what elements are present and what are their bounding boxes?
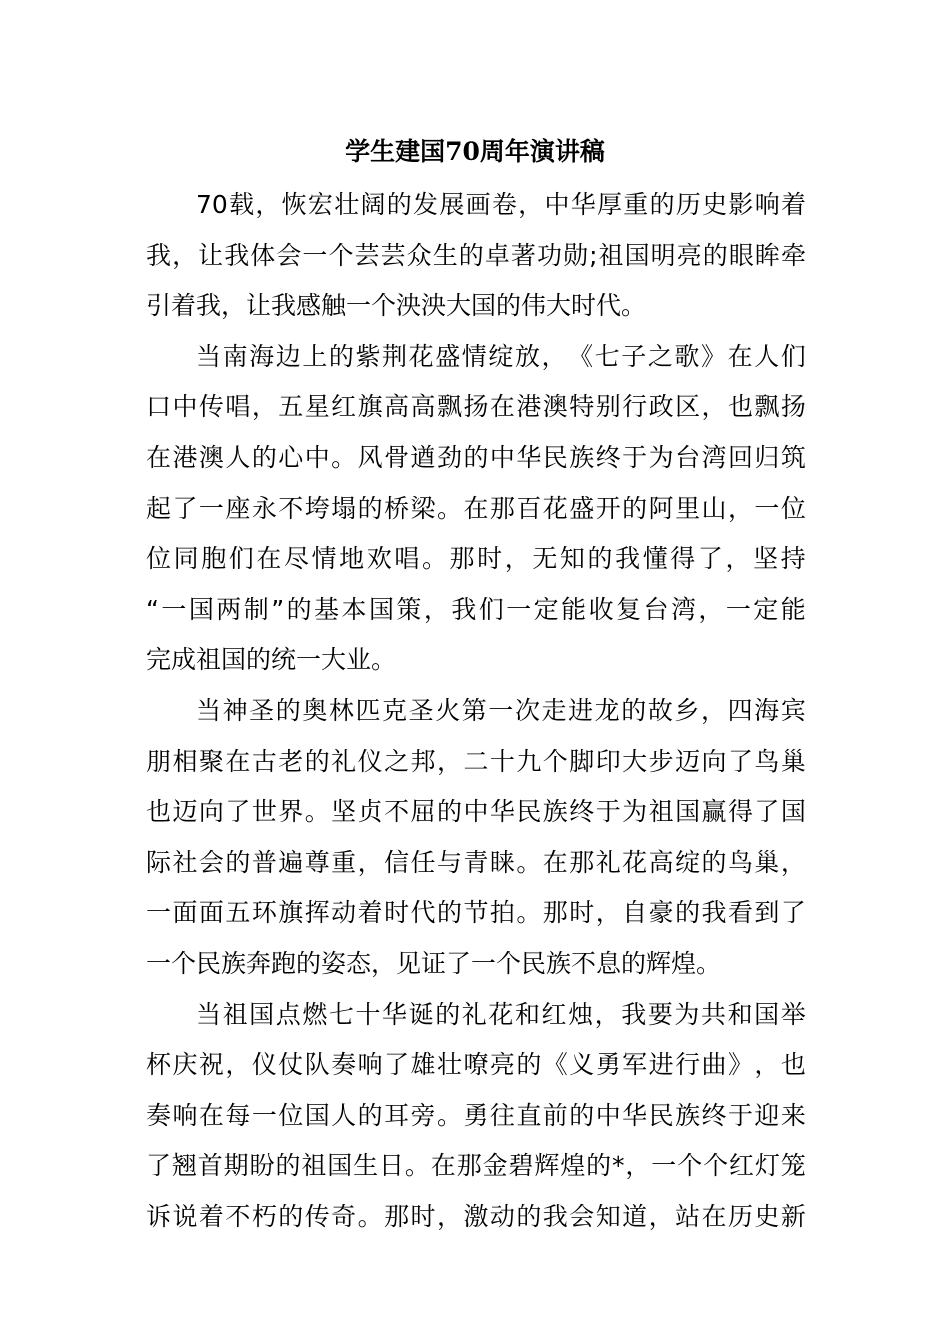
paragraph-line: 朋 相 聚 在 古 老 的 礼 仪 之 邦 ， 二 十 九 个 脚 印 大 步 迈 向 了 鸟 巢 [146,746,806,776]
paragraph-line: 也 迈 向 了 世 界 。 坚 贞 不 屈 的 中 华 民 族 终 于 为 祖 国 赢 得 了 国 [146,797,806,827]
paragraph [146,686,806,990]
paragraph-line: 际 社 会 的 普 遍 尊 重 ， 信 任 与 青 睐 。 在 那 礼 花 高 绽 的 鸟 巢 ， [146,847,806,877]
paragraph-line: 了 翘 首 期 盼 的 祖 国 生 日 。 在 那 金 碧 辉 煌 的 * ， 一 个 个 红 灯 笼 [146,1151,806,1181]
paragraph-line: 起 了 一 座 永 不 垮 塌 的 桥 梁 。 在 那 百 花 盛 开 的 阿 里 山 ， 一 位 [146,493,806,523]
paragraph-line: 口 中 传 唱 ， 五 星 红 旗 高 高 飘 扬 在 港 澳 特 别 行 政 区 ， 也 飘 扬 [146,392,806,422]
paragraph-line: 杯 庆 祝 ， 仪 仗 队 奏 响 了 雄 壮 嘹 亮 的 《 义 勇 军 进 行 曲 》 ， 也 [146,1050,806,1080]
paragraph-line: 当 神 圣 的 奥 林 匹 克 圣 火 第 一 次 走 进 龙 的 故 乡 ， 四 海 宾 [196,695,806,725]
paragraph-line: 一个民族奔跑的姿态，见证了一个民族不息的辉煌。 [146,948,722,978]
paragraph-line: 奏 响 在 每 一 位 国 人 的 耳 旁 。 勇 往 直 前 的 中 华 民 族 终 于 迎 来 [146,1100,806,1130]
paragraph [146,180,806,332]
paragraph-line: 当 南 海 边 上 的 紫 荆 花 盛 情 绽 放 ， 《 七 子 之 歌 》 在 人 们 [196,341,806,371]
paragraph-line: 一 面 面 五 环 旗 挥 动 着 时 代 的 节 拍 。 那 时 ， 自 豪 的 我 看 到 了 [146,898,806,928]
paragraph-line: 70 载 ， 恢 宏 壮 阔 的 发 展 画 卷 ， 中 华 厚 重 的 历 史 影 响 着 [196,190,806,219]
document-body [146,180,806,1242]
paragraph-line: 当 祖 国 点 燃 七 十 华 诞 的 礼 花 和 红 烛 ， 我 要 为 共 和 国 举 [196,999,806,1029]
paragraph-line: 我 ， 让 我 体 会 一 个 芸 芸 众 生 的 卓 著 功 勋 ; 祖 国 明 亮 的 眼 眸 牵 [146,240,806,270]
paragraph-line: “ 一 国 两 制 ” 的 基 本 国 策 ， 我 们 一 定 能 收 复 台 湾 ， 一 定 能 [146,594,806,624]
paragraph-line: 位 同 胞 们 在 尽 情 地 欢 唱 。 那 时 ， 无 知 的 我 懂 得 了 ， 坚 持 [146,544,806,574]
document-title: 学生建国70周年演讲稿 [345,137,605,166]
paragraph-line: 完成祖国的统一大业。 [146,645,397,675]
paragraph-line: 在 港 澳 人 的 心 中 。 风 骨 遒 劲 的 中 华 民 族 终 于 为 台 湾 回 归 筑 [146,442,806,472]
paragraph-line: 引着我，让我感触一个泱泱大国的伟大时代。 [146,291,647,321]
paragraph-line: 诉 说 着 不 朽 的 传 奇 。 那 时 ， 激 动 的 我 会 知 道 ， 站 在 历 史 新 [146,1201,806,1231]
paragraph [146,990,806,1243]
paragraph [146,332,806,686]
